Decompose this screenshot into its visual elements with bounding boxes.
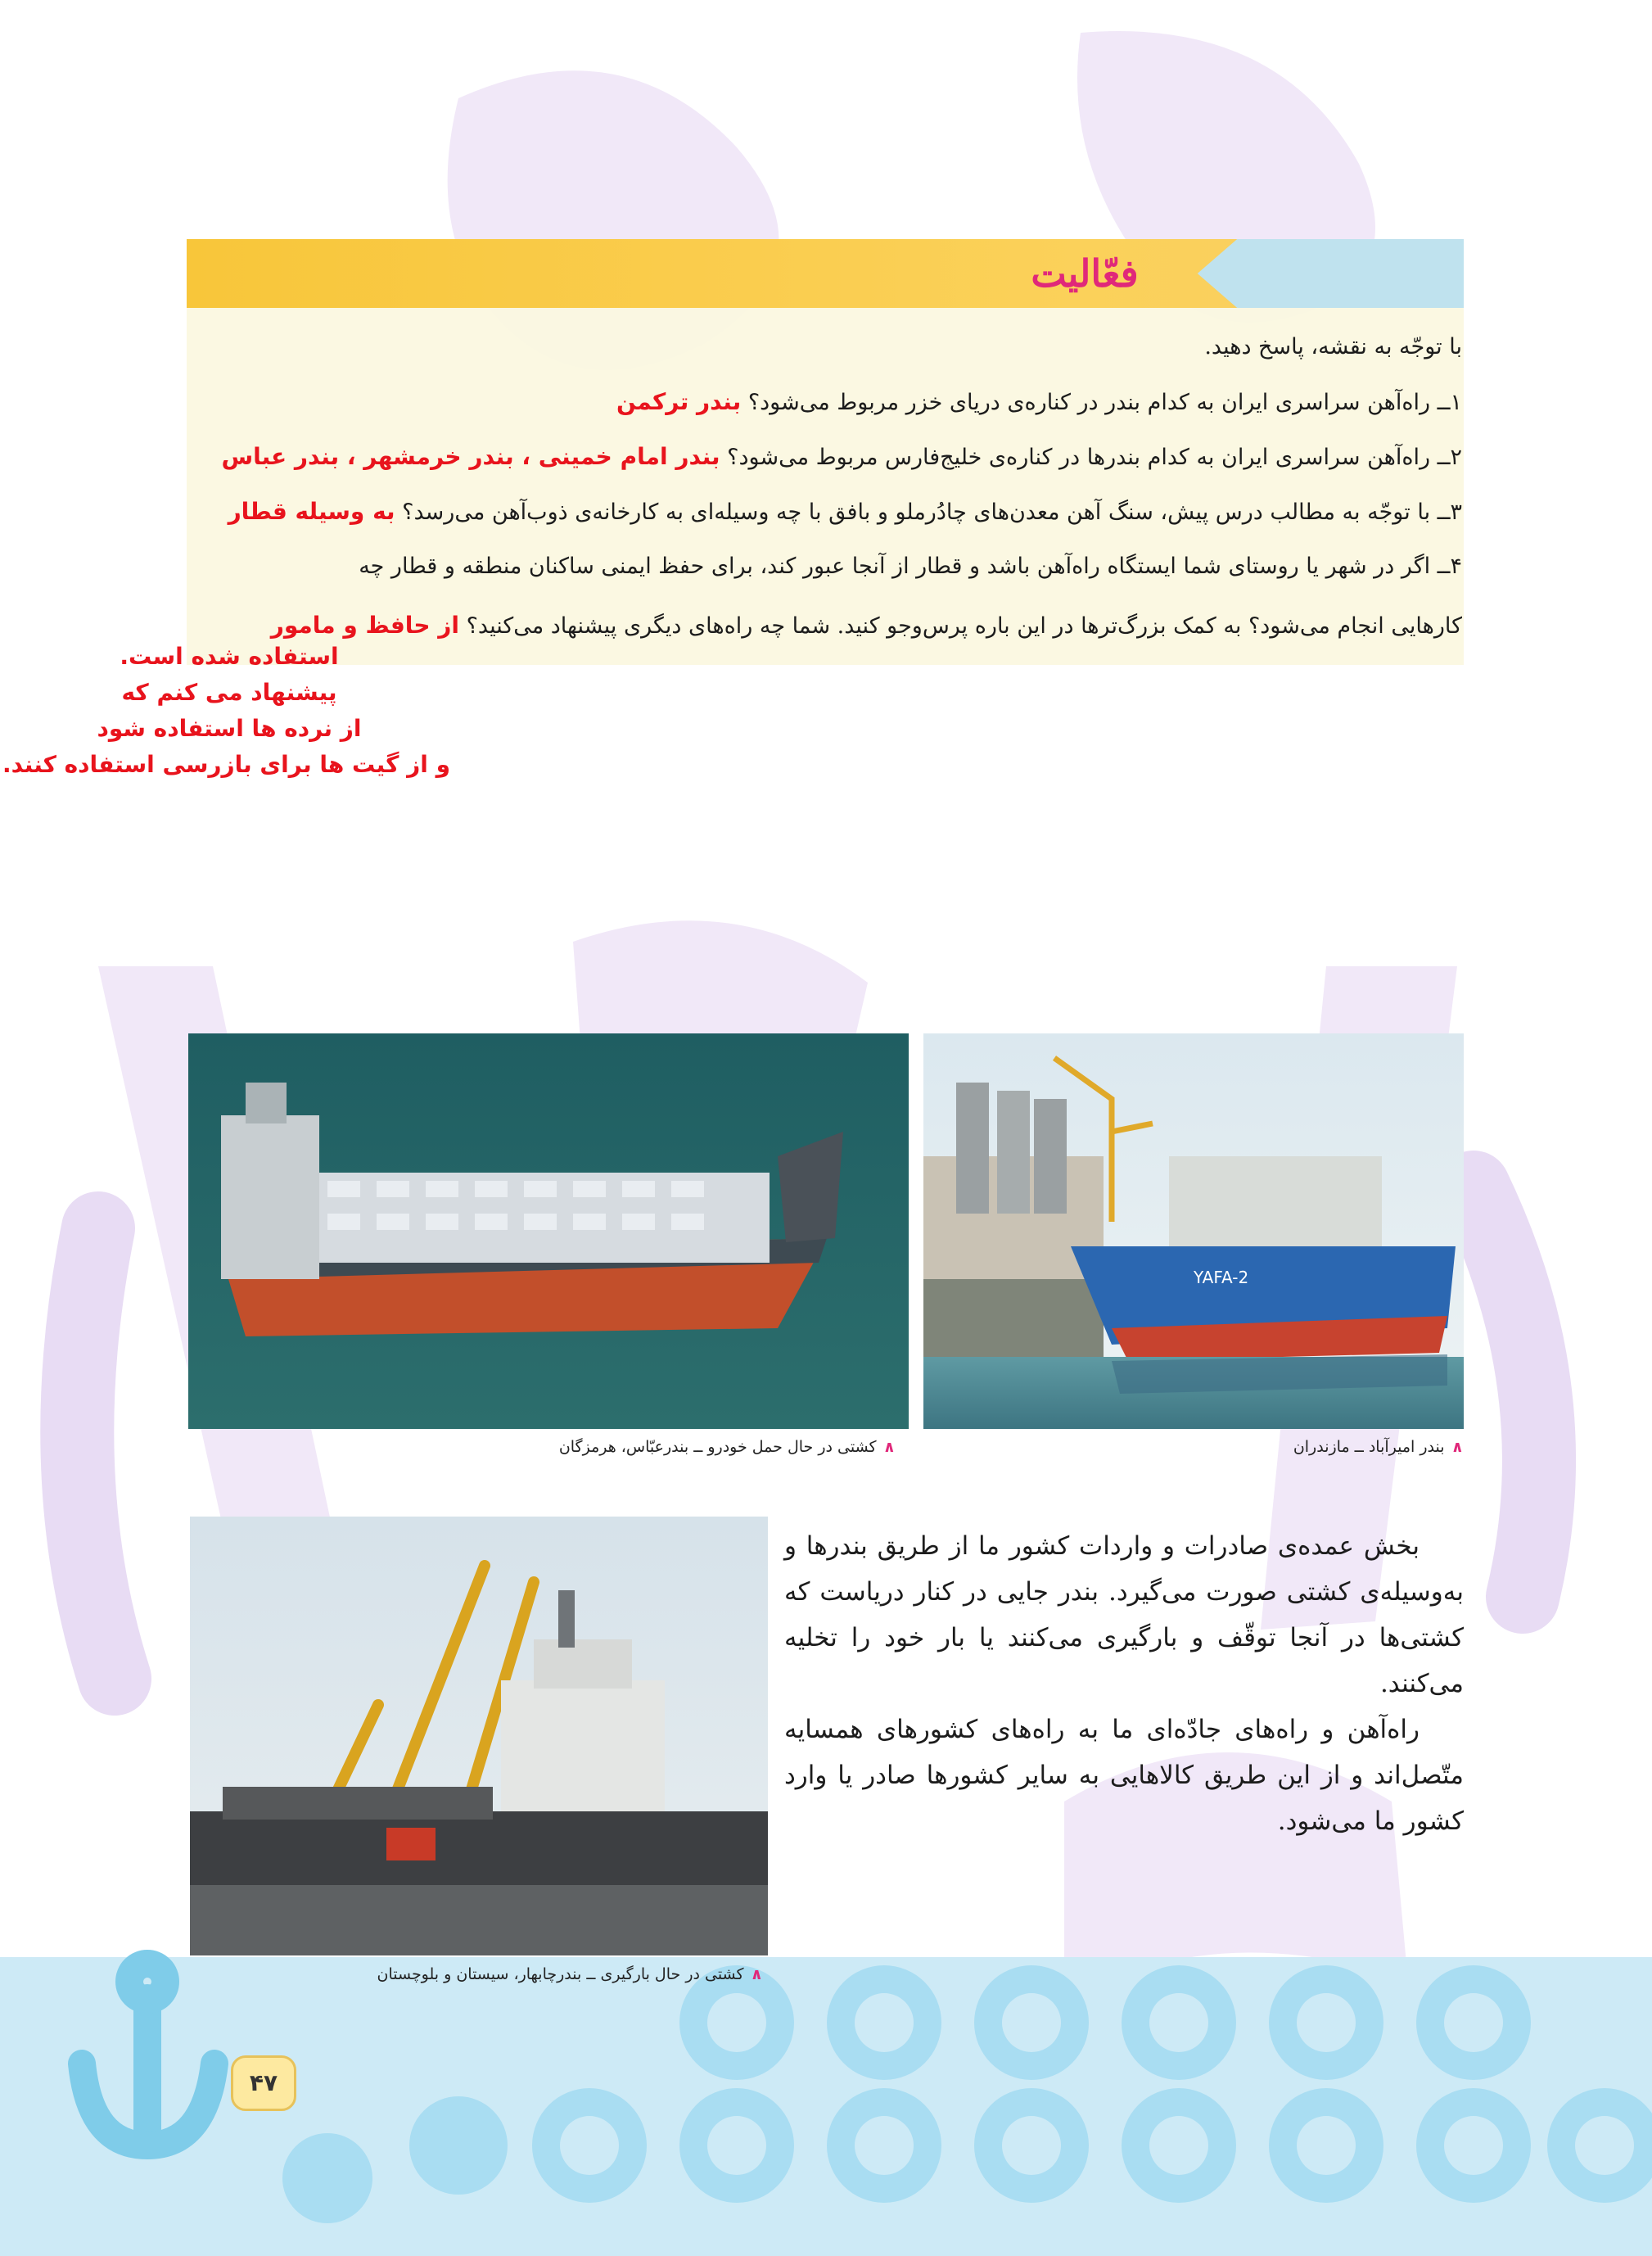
body-text: [784, 1523, 1464, 1844]
photo-car-carrier: [188, 1033, 909, 1429]
caption-car-carrier: ∧کشتی در حال حمل خودرو ــ بندرعبّاس، هرمزگان: [558, 1438, 896, 1456]
ship-name-label: YAFA-2: [1194, 1268, 1249, 1287]
question-2-text: ۲ــ راه‌آهن سراسری ایران به کدام بندرها در کناره‌ی خلیج‌فارس مربوط می‌شود؟: [727, 445, 1462, 470]
answer-4-line-1: استفاده شده است.: [120, 643, 339, 670]
question-1: [616, 381, 1462, 424]
answer-4: از حافظ و مامور: [270, 612, 459, 639]
question-3-text: ۳ــ با توجّه به مطالب درس پیش، سنگ آهن معدن‌های چادُرملو و بافق با چه وسیله‌ای به کارخانه‌ی ذوب‌آهن می‌رسد؟: [402, 500, 1462, 525]
answer-4-line-4: و از گیت ها برای بازرسی استفاده کنند.: [2, 751, 450, 778]
question-2-row: [221, 436, 1462, 479]
activity-intro: با توجّه به نقشه، پاسخ دهید.: [1204, 334, 1462, 359]
question-4-text: کارهایی انجام می‌شود؟ به کمک بزرگ‌ترها در این باره پرس‌وجو کنید. شما چه راه‌های دیگری پیشنهاد می‌کنید؟: [466, 613, 1462, 639]
photo-cargo-loading: [190, 1517, 768, 1955]
question-3: [228, 491, 1462, 534]
caret-up-icon: ∧: [1451, 1438, 1464, 1456]
body-paragraph-1: بخش عمده‌ی صادرات و واردات کشور ما از طریق بندرها و به‌وسیله‌ی کشتی صورت می‌گیرد. بندر جایی در کنار دریاست که کشتی‌ها در آنجا توقّف و بارگیری می‌کنند یا بار خود را تخلیه می‌کنند.: [784, 1531, 1464, 1698]
page-number: ۴۷: [231, 2055, 296, 2111]
answer-4-line-2: پیشنهاد می کنم که: [121, 679, 337, 706]
caret-up-icon: ∧: [882, 1438, 896, 1456]
question-4-line-1: ۴ــ اگر در شهر یا روستای شما ایستگاه راه‌آهن باشد و قطار از آنجا عبور کند، برای حفظ ایمنی ساکنان منطقه و قطار چه: [359, 554, 1462, 579]
caption-amirabad: ∧بندر امیرآباد ــ مازندران: [1293, 1438, 1464, 1456]
answer-4-line-3: از نرده ها استفاده شود: [97, 715, 362, 742]
photo-amirabad-port: [923, 1033, 1464, 1429]
answer-3: به وسیله قطار: [228, 498, 395, 525]
answer-2: بندر امام خمینی ، بندر خرمشهر ، بندر عباس: [221, 443, 720, 470]
activity-title: فعّالیت: [1031, 251, 1139, 296]
caption-cargo-loading: ∧کشتی در حال بارگیری ــ بندرچابهار، سیستان و بلوچستان: [377, 1965, 763, 1983]
caret-up-icon: ∧: [750, 1965, 763, 1983]
answer-1: بندر ترکمن: [616, 388, 742, 415]
question-2: [1464, 436, 1652, 478]
body-paragraph-2: راه‌آهن و راه‌های جادّه‌ای ما به راه‌های کشورهای همسایه متّصل‌اند و از این طریق کالاهایی به سایر کشورها صادر یا وارد کشور ما می‌شود.: [784, 1715, 1464, 1836]
answer-4-continuation: [2, 639, 450, 783]
question-1-text: ۱ــ راه‌آهن سراسری ایران به کدام بندر در کناره‌ی دریای خزر مربوط می‌شود؟: [747, 390, 1462, 415]
